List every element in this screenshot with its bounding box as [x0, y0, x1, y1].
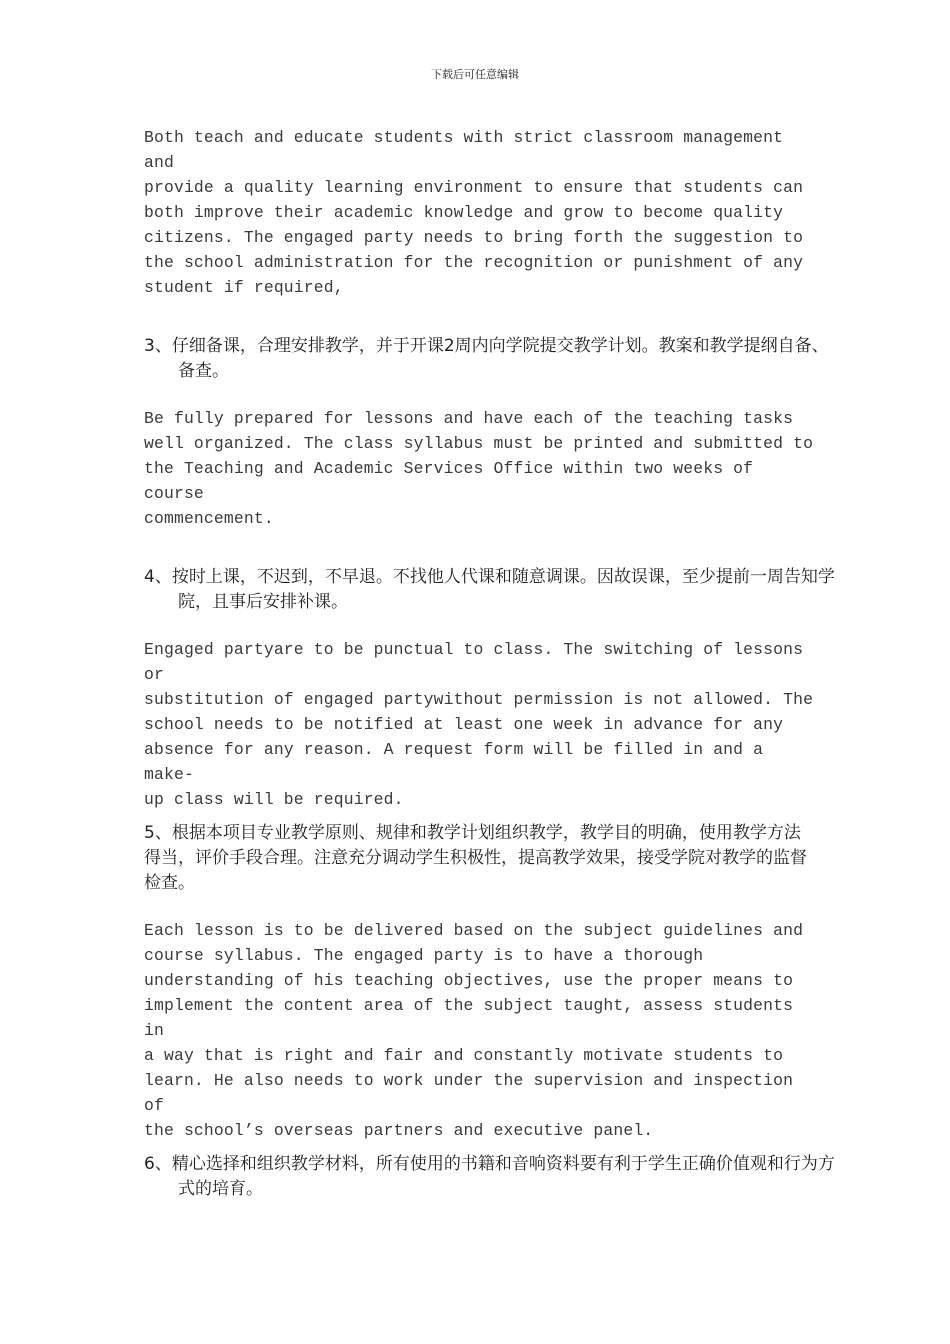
- paragraph-2-english: Both teach and educate students with strict classroom management and provide a quality learning environment to ensure that students can both improve their academic knowledge and grow to become quality citizens. The engaged party needs to bring forth the suggestion to the school administration for the recognition or punishment of any student if required,: [144, 128, 804, 297]
- clause-4-english: Engaged partyare to be punctual to class. The switching of lessons or substitution of engaged partywithout permission is not allowed. The school needs to be notified at least one week in advance for any absence for any reason. A request form will be filled in and a make- up class will be required.: [144, 640, 814, 809]
- clause-5-chinese: 5、根据本项目专业教学原则、规律和教学计划组织教学，教学目的明确，使用教学方法得当，评价手段合理。注意充分调动学生积极性，提高教学效果，接受学院对教学的监督检查。: [144, 823, 807, 893]
- clause-3-chinese: 3、仔细备课，合理安排教学，并于开课2周内向学院提交教学计划。教案和教学提纲自备、备查。: [144, 336, 829, 381]
- clause-6-chinese: 6、精心选择和组织教学材料，所有使用的书籍和音响资料要有利于学生正确价值观和行为方式的培育。: [144, 1154, 835, 1199]
- clause-4-chinese: 4、按时上课，不迟到，不早退。不找他人代课和随意调课。因故误课，至少提前一周告知学院，且事后安排补课。: [144, 567, 835, 612]
- clause-5-english: Each lesson is to be delivered based on the subject guidelines and course syllabus. The engaged party is to have a thorough understanding of his teaching objectives, use the proper means to implement the content area of the subject taught, assess students in a way that is right and fair and constantly motivate students to learn. He also needs to work under the supervision and inspection of the school’s overseas partners and executive panel.: [144, 921, 804, 1140]
- clause-3-english: Be fully prepared for lessons and have each of the teaching tasks well organized. The class syllabus must be printed and submitted to the Teaching and Academic Services Office within two weeks of course commencement.: [144, 409, 814, 528]
- page-header: 下载后可任意编辑: [431, 68, 519, 81]
